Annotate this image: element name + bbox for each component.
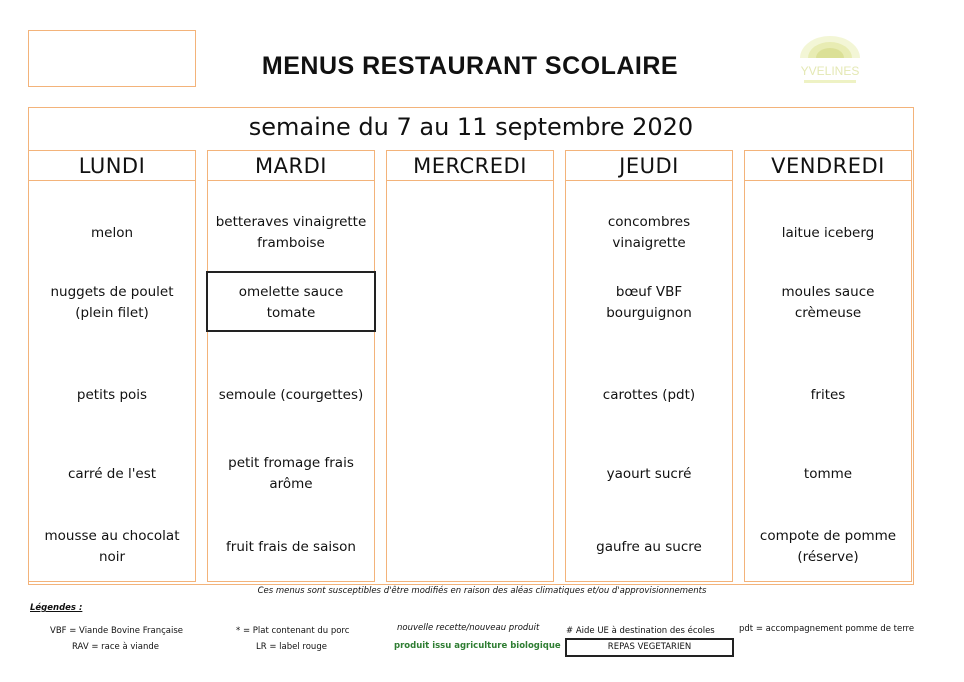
legend-organic: produit issu agriculture biologique xyxy=(394,641,561,651)
menu-item: omelette sauce tomate xyxy=(238,284,344,321)
menu-item: melon xyxy=(90,224,134,241)
column-vendredi xyxy=(744,150,912,582)
legend-new-recipe: nouvelle recette/nouveau produit xyxy=(397,623,540,633)
logo-placeholder-box xyxy=(28,30,196,87)
vegetarian-highlight-box xyxy=(206,271,376,332)
day-header: JEUDI xyxy=(566,151,732,181)
legend-eu-aid: # Aide UE à destination des écoles xyxy=(566,626,715,636)
menu-item: nuggets de poulet (plein filet) xyxy=(50,284,174,321)
menu-item: yaourt sucré xyxy=(606,465,692,482)
menu-item: betteraves vinaigrette framboise xyxy=(215,214,367,251)
column-jeudi xyxy=(565,150,733,582)
week-title: semaine du 7 au 11 septembre 2020 xyxy=(248,113,694,141)
menu-item: fruit frais de saison xyxy=(226,538,356,555)
logo-text: YVELINES xyxy=(800,64,860,78)
day-header: VENDREDI xyxy=(745,151,911,181)
column-lundi xyxy=(28,150,196,582)
menu-item: petits pois xyxy=(76,386,148,403)
legend-label-rouge: LR = label rouge xyxy=(256,642,327,652)
column-mardi xyxy=(207,150,375,582)
menu-item: laitue iceberg xyxy=(781,224,875,241)
menu-item: compote de pomme (réserve) xyxy=(759,528,897,565)
column-mercredi xyxy=(386,150,554,582)
page-title: MENUS RESTAURANT SCOLAIRE xyxy=(261,52,679,80)
menu-item: concombres vinaigrette xyxy=(607,214,691,251)
yvelines-logo xyxy=(786,28,874,92)
legend-pork: * = Plat contenant du porc xyxy=(236,626,350,636)
menu-item: moules sauce crèmeuse xyxy=(781,284,875,321)
menu-item: semoule (courgettes) xyxy=(218,386,364,403)
disclaimer: Ces menus sont susceptibles d'être modifiés en raison des aléas climatiques et/ou d'approvisionnements xyxy=(257,586,707,596)
menu-item: bœuf VBF bourguignon xyxy=(606,284,692,321)
legend-pdt: pdt = accompagnement pomme de terre xyxy=(739,624,915,634)
menu-item: mousse au chocolat noir xyxy=(44,528,180,565)
day-header: LUNDI xyxy=(29,151,195,181)
menu-item: tomme xyxy=(803,465,853,482)
legend-rav: RAV = race à viande xyxy=(72,642,160,652)
menu-item: petit fromage frais arôme xyxy=(228,455,354,492)
legend-vegetarian: REPAS VEGETARIEN xyxy=(565,638,734,657)
menu-item: carré de l'est xyxy=(67,465,157,482)
legend-vbf: VBF = Viande Bovine Française xyxy=(50,626,183,636)
menu-item: carottes (pdt) xyxy=(602,386,696,403)
day-header: MERCREDI xyxy=(387,151,553,181)
day-header: MARDI xyxy=(208,151,374,181)
menu-item: frites xyxy=(810,386,846,403)
menu-item: gaufre au sucre xyxy=(596,538,702,555)
legend-title: Légendes : xyxy=(30,603,83,613)
